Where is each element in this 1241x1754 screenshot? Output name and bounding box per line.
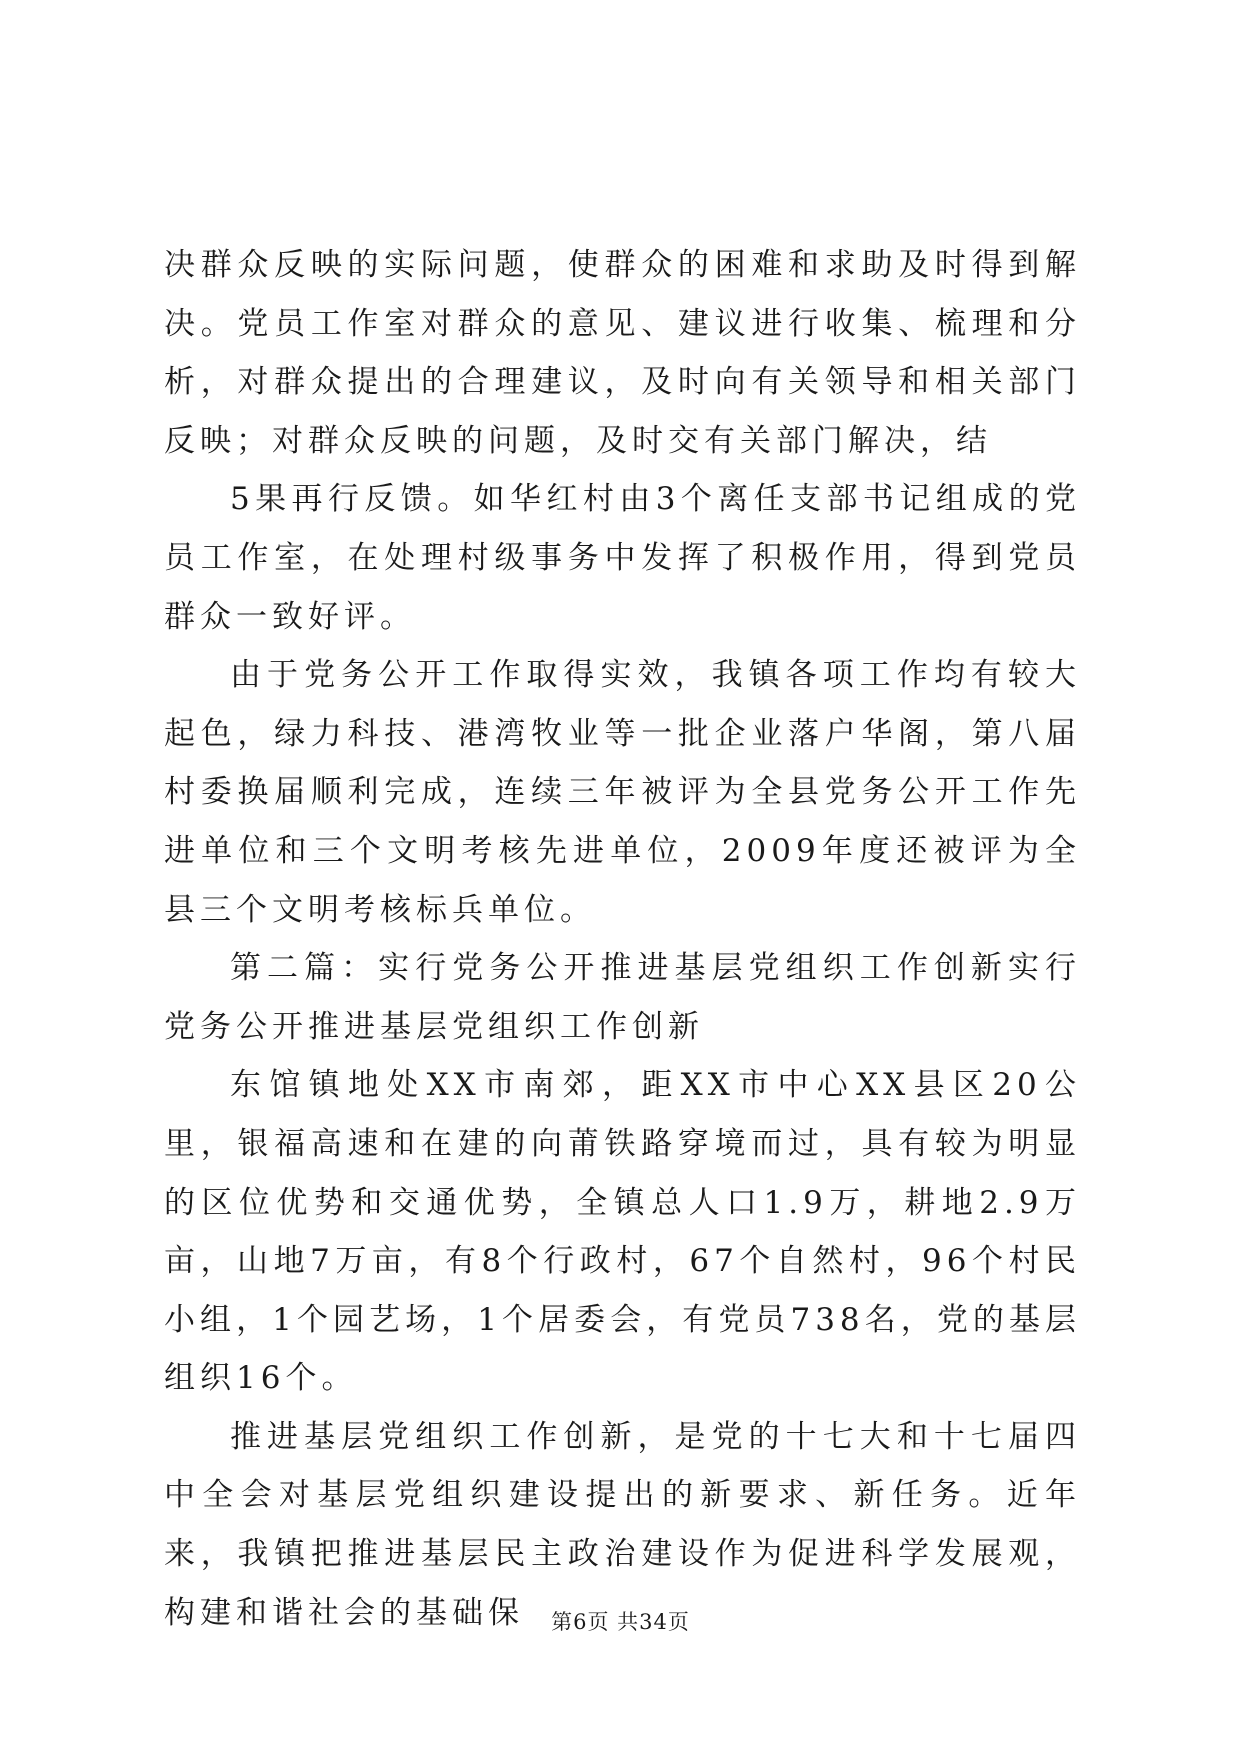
paragraph-innovation: 推进基层党组织工作创新，是党的十七大和十七届四中全会对基层党组织建设提出的新要求、新任务。近年来，我镇把推进基层民主政治建设作为促进科学发展观，构建和谐社会的基础保 xyxy=(164,1418,1081,1631)
paragraph-results: 由于党务公开工作取得实效，我镇各项工作均有较大起色，绿力科技、港湾牧业等一批企业落户华阁，第八届村委换届顺利完成，连续三年被评为全县党务公开工作先进单位和三个文明考核先进单位，2009年度还被评为全县三个文明考核标兵单位。 xyxy=(164,657,1081,928)
document-body xyxy=(164,236,1081,1642)
paragraph-feedback: 5果再行反馈。如华红村由3个离任支部书记组成的党员工作室，在处理村级事务中发挥了积极作用，得到党员群众一致好评。 xyxy=(164,481,1081,635)
paragraph-continuation: 决群众反映的实际问题，使群众的困难和求助及时得到解决。党员工作室对群众的意见、建议进行收集、梳理和分析，对群众提出的合理建议，及时向有关领导和相关部门反映；对群众反映的问题，及时交有关部门解决，结 xyxy=(164,247,1081,459)
paragraph-town-overview: 东馆镇地处XX市南郊，距XX市中心XX县区20公里，银福高速和在建的向莆铁路穿境而过，具有较为明显的区位优势和交通优势，全镇总人口1.9万，耕地2.9万亩，山地7万亩，有8个行政村，67个自然村，96个村民小组，1个园艺场，1个居委会，有党员738名，党的基层组织16个。 xyxy=(164,1067,1081,1397)
section-heading: 第二篇：实行党务公开推进基层党组织工作创新实行党务公开推进基层党组织工作创新 xyxy=(164,950,1081,1045)
page-number-footer: 第6页 共34页 xyxy=(551,1610,690,1634)
